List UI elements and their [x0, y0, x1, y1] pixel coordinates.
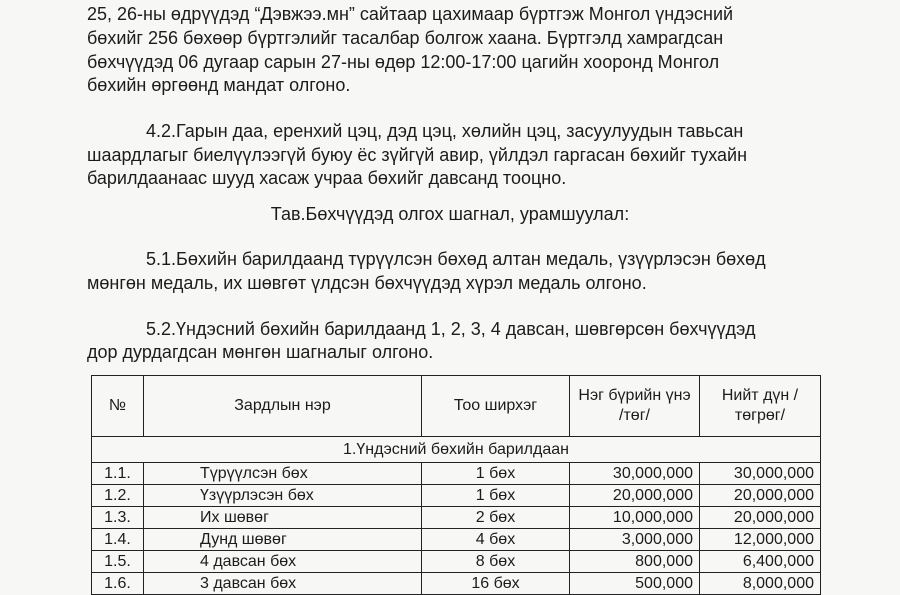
table-row — [92, 573, 821, 595]
table-header-row — [92, 376, 821, 437]
cell-name: 3 давсан бөх — [144, 573, 422, 595]
table-row — [92, 485, 821, 507]
table-row — [92, 551, 821, 573]
cell-qty: 2 бөх — [422, 507, 570, 529]
cell-total: 12,000,000 — [700, 529, 821, 551]
prize-table — [91, 375, 821, 595]
cell-name: 4 давсан бөх — [144, 551, 422, 573]
header-unit-price: Нэг бүрийн үнэ /төг/ — [570, 376, 700, 437]
paragraph-4-2-line: барилдаанаас шууд хасаж учраа бөхийг давсанд тооцно. — [87, 168, 567, 188]
paragraph-4-2-line: шаардлагыг биелүүлээгүй буюу ёс зүйгүй авир, үйлдэл гаргасан бөхийг тухайн — [87, 145, 748, 165]
cell-qty: 1 бөх — [422, 463, 570, 485]
table-row — [92, 507, 821, 529]
paragraph-4-1-line: бөхийн өргөөнд мандат олгоно. — [87, 75, 351, 95]
cell-name: Их шөвөг — [144, 507, 422, 529]
table-row — [92, 463, 821, 485]
cell-total: 8,000,000 — [700, 573, 821, 595]
cell-total: 30,000,000 — [700, 463, 821, 485]
cell-no: 1.2. — [92, 485, 144, 507]
cell-unit-price: 10,000,000 — [570, 507, 700, 529]
paragraph-5-2-line: дор дурдагдсан мөнгөн шагналыг олгоно. — [87, 342, 434, 362]
cell-no: 1.4. — [92, 529, 144, 551]
cell-qty: 1 бөх — [422, 485, 570, 507]
cell-no: 1.1. — [92, 463, 144, 485]
section-title: 1.Үндэсний бөхийн барилдаан — [92, 437, 821, 463]
cell-unit-price: 800,000 — [570, 551, 700, 573]
cell-qty: 8 бөх — [422, 551, 570, 573]
cell-total: 6,400,000 — [700, 551, 821, 573]
cell-name: Түрүүлсэн бөх — [144, 463, 422, 485]
cell-no: 1.3. — [92, 507, 144, 529]
cell-unit-price: 500,000 — [570, 573, 700, 595]
header-name: Зардлын нэр — [144, 376, 422, 437]
paragraph-4-2-line: 4.2.Гарын даа, еренхий цэц, дэд цэц, хөлийн цэц, засуулуудын тавьсан — [146, 121, 744, 141]
cell-name: Үзүүрлэсэн бөх — [144, 485, 422, 507]
cell-total: 20,000,000 — [700, 485, 821, 507]
section-heading: Тав.Бөхчүүдэд олгох шагнал, урамшуулал: — [270, 204, 630, 224]
cell-unit-price: 30,000,000 — [570, 463, 700, 485]
paragraph-5-1-line: мөнгөн медаль, их шөвгөт үлдсэн бөхчүүдэд хүрэл медаль олгоно. — [87, 273, 647, 293]
table-section-row — [92, 437, 821, 463]
cell-unit-price: 20,000,000 — [570, 485, 700, 507]
paragraph-5-2-line: 5.2.Үндэсний бөхийн барилдаанд 1, 2, 3, 4 давсан, шөвгөрсөн бөхчүүдэд — [146, 319, 756, 339]
cell-unit-price: 3,000,000 — [570, 529, 700, 551]
cell-no: 1.5. — [92, 551, 144, 573]
header-total: Нийт дүн /төгрөг/ — [700, 376, 821, 437]
paragraph-4-1-line: бөхийг 256 бөхөөр бүртгэлийг тасалбар болгож хаана. Бүртгэлд хамрагдсан — [87, 28, 724, 48]
cell-qty: 16 бөх — [422, 573, 570, 595]
paragraph-5-1-line: 5.1.Бөхийн барилдаанд түрүүлсэн бөхөд алтан медаль, үзүүрлэсэн бөхөд — [146, 249, 766, 269]
header-qty: Тоо ширхэг — [422, 376, 570, 437]
cell-no: 1.6. — [92, 573, 144, 595]
table-row — [92, 529, 821, 551]
cell-qty: 4 бөх — [422, 529, 570, 551]
paragraph-4-1-line: бөхчүүдэд 06 дугаар сарын 27-ны өдөр 12:00-17:00 цагийн хооронд Монгол — [87, 52, 720, 72]
cell-name: Дунд шөвөг — [144, 529, 422, 551]
cell-total: 20,000,000 — [700, 507, 821, 529]
header-no: № — [92, 376, 144, 437]
paragraph-4-1-line: 25, 26-ны өдрүүдэд “Дэвжээ.мн” сайтаар цахимаар бүртгэж Монгол үндэсний — [87, 4, 734, 24]
